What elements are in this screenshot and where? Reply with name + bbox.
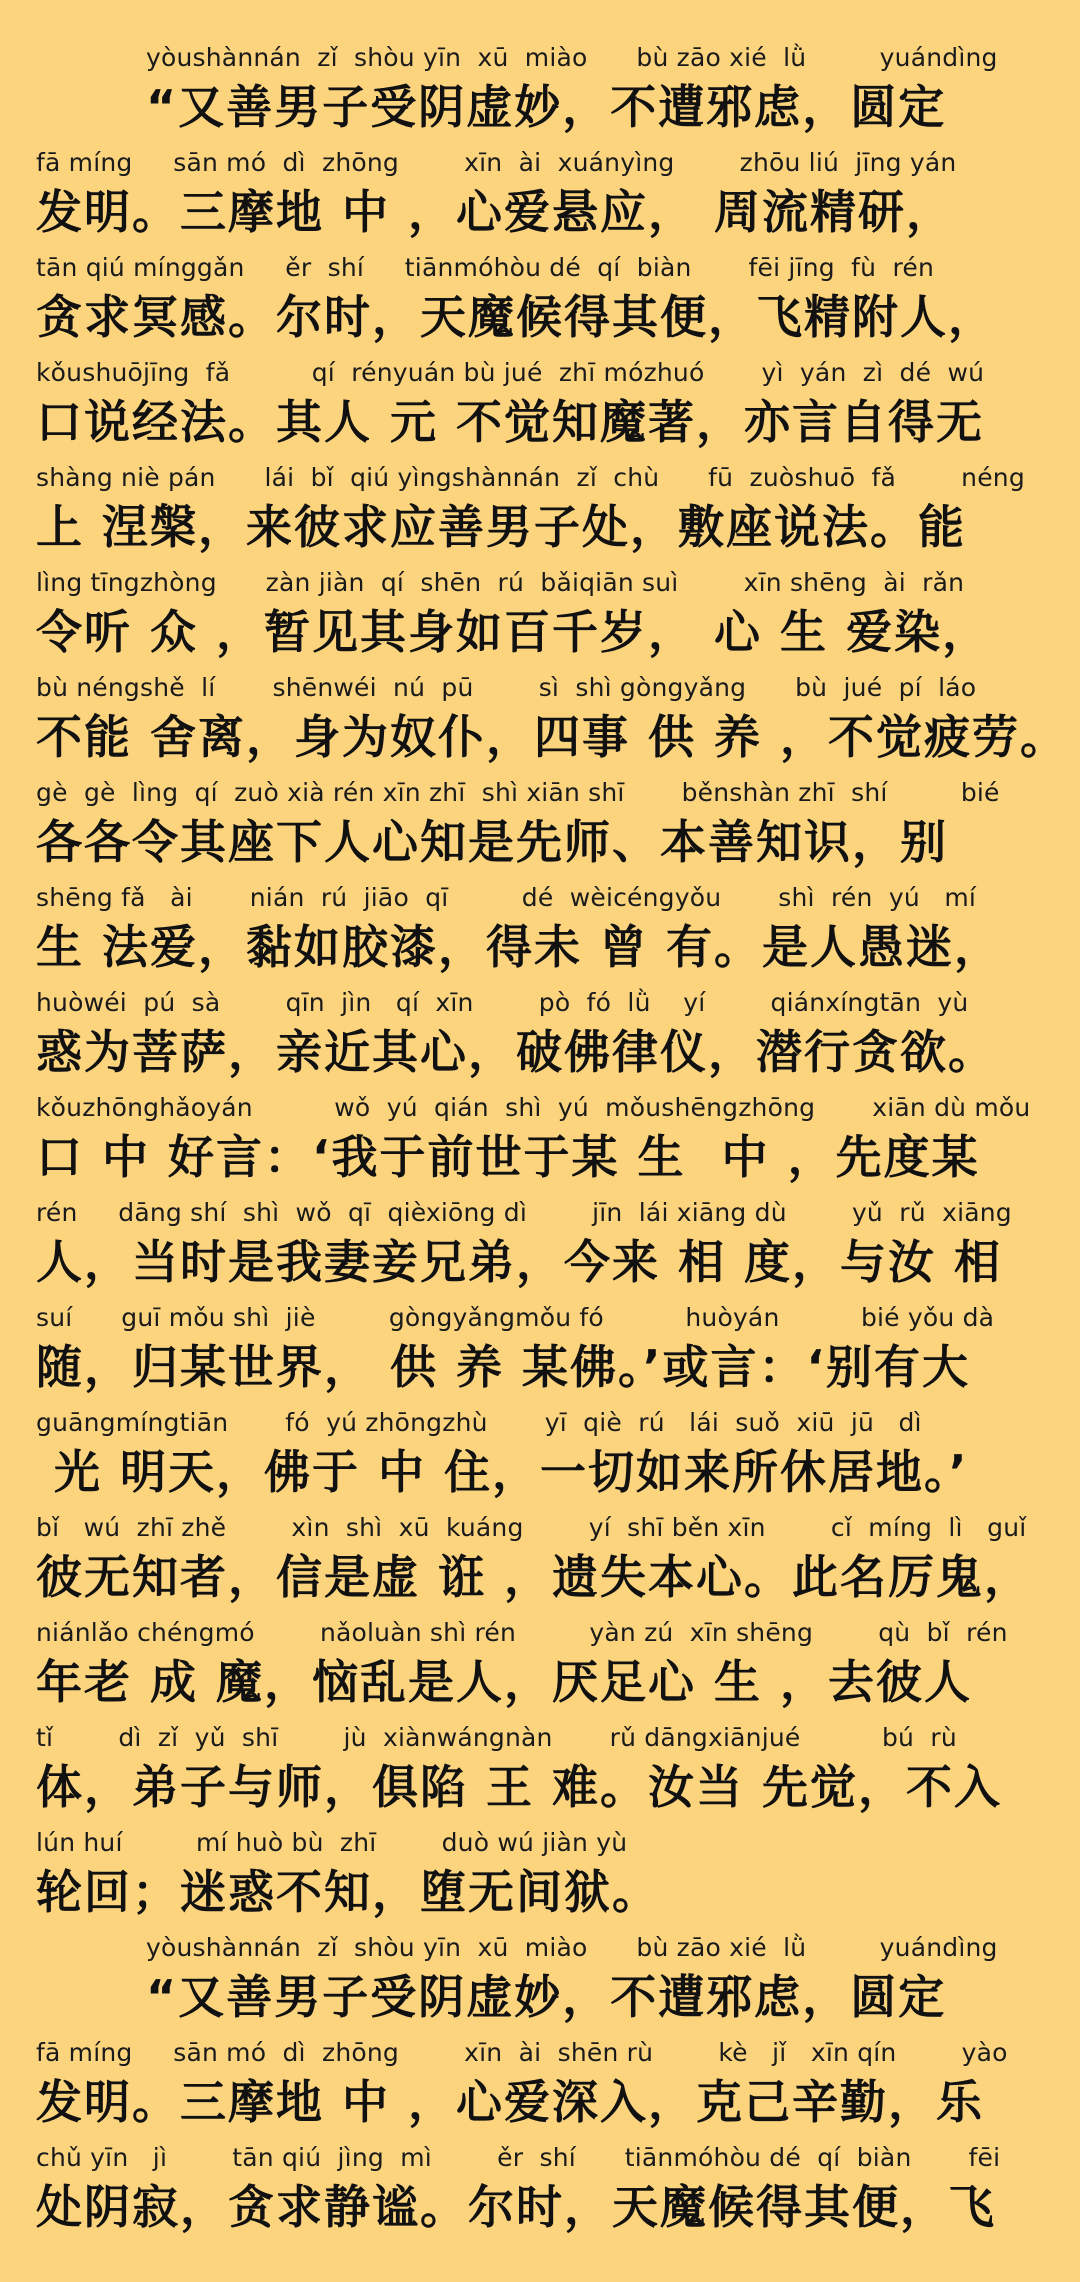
- hanzi-line: 轮回；迷惑不知，堕无间狱。: [36, 1865, 660, 1919]
- pinyin-line: lìng tīngzhòng zàn jiàn qí shēn rú bǎiqiān suì xīn shēng ài rǎn: [36, 568, 965, 597]
- hanzi-line: 年老 成 魔，恼乱是人，厌足心 生 ，去彼人: [36, 1655, 973, 1709]
- pinyin-line: gè gè lìng qí zuò xià rén xīn zhī shì xiān shī běnshàn zhī shí bié: [36, 778, 1000, 807]
- pinyin-line: shēng fǎ ài nián rú jiāo qī dé wèicéngyǒu shì rén yú mí: [36, 883, 977, 912]
- hanzi-line: 不能 舍离，身为奴仆，四事 供 养 ，不觉疲劳。: [36, 710, 1069, 764]
- hanzi-line: “又善男子受阴虚妙，不遭邪虑，圆定: [146, 1970, 947, 2024]
- text-line-8: [36, 777, 1044, 882]
- pinyin-line: lún huí mí huò bù zhī duò wú jiàn yù: [36, 1828, 628, 1857]
- hanzi-line: 生 法爱，黏如胶漆，得未 曾 有。是人愚迷，: [36, 920, 1003, 974]
- pinyin-line: bù néngshě lí shēnwéi nú pū sì shì gòngyǎng bù jué pí láo: [36, 673, 977, 702]
- text-line-13: [36, 1302, 1044, 1407]
- pinyin-line: rén dāng shí shì wǒ qī qièxiōng dì jīn lái xiāng dù yǔ rǔ xiāng: [36, 1198, 1012, 1227]
- hanzi-line: 贪求冥感。尔时，天魔候得其便，飞精附人，: [36, 290, 996, 344]
- hanzi-line: 发明。三摩地 中 ，心爱悬应， 周流精研，: [36, 185, 955, 239]
- hanzi-line: 令听 众 ，暂见其身如百千岁， 心 生 爱染，: [36, 605, 991, 659]
- pinyin-line: kǒuzhōnghǎoyán wǒ yú qián shì yú mǒushēngzhōng xiān dù mǒu: [36, 1093, 1031, 1122]
- pinyin-line: yòushànnán zǐ shòu yīn xū miào bù zāo xié lǜ yuándìng: [146, 1933, 998, 1962]
- text-line-21: [36, 2142, 1044, 2247]
- text-line-12: [36, 1197, 1044, 1302]
- text-line-17: [36, 1722, 1044, 1827]
- hanzi-line: 口 中 好言：‘我于前世于某 生 中 ，先度某: [36, 1130, 980, 1184]
- text-line-20: [36, 2037, 1044, 2142]
- text-line-14: [36, 1407, 1044, 1512]
- text-line-6: [36, 567, 1044, 672]
- pinyin-line: shàng niè pán lái bǐ qiú yìngshànnán zǐ chù fū zuòshuō fǎ néng: [36, 463, 1025, 492]
- pinyin-line: chǔ yīn jì tān qiú jìng mì ěr shí tiānmóhòu dé qí biàn fēi: [36, 2143, 1001, 2172]
- pinyin-line: suí guī mǒu shì jiè gòngyǎngmǒu fó huòyán bié yǒu dà: [36, 1303, 995, 1332]
- hanzi-line: 上 涅槃，来彼求应善男子处，敷座说法。能: [36, 500, 967, 554]
- hanzi-line: 发明。三摩地 中 ，心爱深入，克己辛勤，乐: [36, 2075, 985, 2129]
- text-line-1: [36, 42, 1044, 147]
- text-line-9: [36, 882, 1044, 987]
- hanzi-line: 彼无知者，信是虚 诳 ，遗失本心。此名厉鬼，: [36, 1550, 1033, 1604]
- pinyin-line: tǐ dì zǐ yǔ shī jù xiànwángnàn rǔ dāngxiānjué bú rù: [36, 1723, 957, 1752]
- text-line-16: [36, 1617, 1044, 1722]
- pinyin-line: bǐ wú zhī zhě xìn shì xū kuáng yí shī běn xīn cǐ míng lì guǐ: [36, 1513, 1027, 1542]
- text-line-3: [36, 252, 1044, 357]
- pinyin-line: fā míng sān mó dì zhōng xīn ài xuányìng zhōu liú jīng yán: [36, 148, 957, 177]
- text-line-11: [36, 1092, 1044, 1197]
- text-line-5: [36, 462, 1044, 567]
- pinyin-line: tān qiú mínggǎn ěr shí tiānmóhòu dé qí biàn fēi jīng fù rén: [36, 253, 935, 282]
- hanzi-line: 光 明天，佛于 中 住，一切如来所休居地。’: [36, 1445, 969, 1499]
- text-line-10: [36, 987, 1044, 1092]
- hanzi-line: 惑为菩萨，亲近其心，破佛律仪，潜行贪欲。: [36, 1025, 996, 1079]
- pinyin-line: fā míng sān mó dì zhōng xīn ài shēn rù kè jǐ xīn qín yào: [36, 2038, 1008, 2067]
- pinyin-line: huòwéi pú sà qīn jìn qí xīn pò fó lǜ yí qiánxíngtān yù: [36, 988, 969, 1017]
- hanzi-line: 口说经法。其人 元 不觉知魔著，亦言自得无: [36, 395, 985, 449]
- pinyin-line: kǒushuōjīng fǎ qí rényuán bù jué zhī mózhuó yì yán zì dé wú: [36, 358, 985, 387]
- text-line-19: [36, 1932, 1044, 2037]
- text-line-15: [36, 1512, 1044, 1617]
- hanzi-line: 体，弟子与师，俱陷 王 难。汝当 先觉，不入: [36, 1760, 1003, 1814]
- text-line-2: [36, 147, 1044, 252]
- hanzi-line: 随，归某世界， 供 养 某佛。’或言：‘别有大: [36, 1340, 970, 1394]
- hanzi-line: 人，当时是我妻妾兄弟，今来 相 度，与汝 相: [36, 1235, 1003, 1289]
- pinyin-line: niánlǎo chéngmó nǎoluàn shì rén yàn zú xīn shēng qù bǐ rén: [36, 1618, 1008, 1647]
- pinyin-line: guāngmíngtiān fó yú zhōngzhù yī qiè rú lái suǒ xiū jū dì: [36, 1408, 922, 1437]
- hanzi-line: 处阴寂，贪求静谧。尔时，天魔候得其便，飞: [36, 2180, 996, 2234]
- pinyin-line: yòushànnán zǐ shòu yīn xū miào bù zāo xié lǜ yuándìng: [146, 43, 998, 72]
- text-line-18: [36, 1827, 1044, 1932]
- text-line-7: [36, 672, 1069, 777]
- hanzi-line: 各各令其座下人心知是先师、本善知识，别: [36, 815, 948, 869]
- text-line-4: [36, 357, 1044, 462]
- hanzi-line: “又善男子受阴虚妙，不遭邪虑，圆定: [146, 80, 947, 134]
